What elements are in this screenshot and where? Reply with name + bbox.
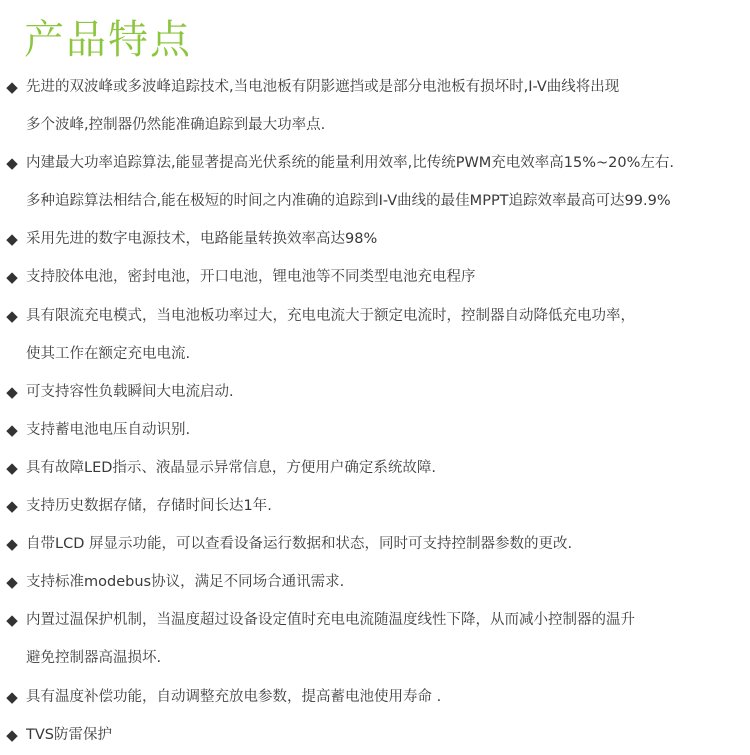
feature-item — [0, 68, 750, 106]
diamond-bullet-icon: ◆ — [6, 611, 18, 630]
feature-text: 避免控制器高温损坏. — [26, 650, 162, 667]
feature-item — [0, 601, 750, 639]
diamond-bullet-icon: ◆ — [6, 458, 18, 477]
feature-item — [0, 220, 750, 258]
page-title: 产品特点 — [24, 17, 192, 63]
feature-item-continuation — [0, 335, 750, 373]
diamond-bullet-icon: ◆ — [6, 687, 18, 706]
diamond-bullet-icon: ◆ — [6, 78, 18, 96]
feature-item — [0, 716, 750, 754]
feature-item-continuation — [0, 639, 750, 677]
diamond-bullet-icon: ◆ — [6, 725, 18, 744]
feature-text: 支持蓄电池电压自动识别. — [26, 421, 191, 438]
diamond-bullet-icon: ◆ — [6, 268, 18, 287]
feature-item — [0, 678, 750, 716]
feature-item-continuation — [0, 106, 750, 144]
feature-text: 采用先进的数字电源技术，电路能量转换效率高达98% — [26, 231, 378, 248]
feature-text: 自带LCD 屏显示功能，可以查看设备运行数据和状态，同时可支持控制器参数的更改. — [26, 536, 573, 553]
feature-text: 可支持容性负载瞬间大电流启动. — [26, 383, 234, 400]
feature-text: 多个波峰,控制器仍然能准确追踪到最大功率点. — [26, 117, 326, 134]
feature-text: 具有温度补偿功能，自动调整充放电参数，提高蓄电池使用寿命 . — [26, 688, 442, 705]
feature-list — [0, 68, 750, 754]
feature-text: 多种追踪算法相结合,能在极短的时间之内准确的追踪到I-V曲线的最佳MPPT追踪效率最高可达99.9% — [26, 193, 671, 210]
diamond-bullet-icon: ◆ — [6, 154, 18, 173]
feature-text: 使其工作在额定充电电流. — [26, 345, 191, 362]
feature-text: TVS防雷保护 — [26, 726, 112, 743]
feature-text: 支持胶体电池，密封电池，开口电池，锂电池等不同类型电池充电程序 — [26, 269, 476, 286]
feature-text: 先进的双波峰或多波峰追踪技术,当电池板有阴影遮挡或是部分电池板有损坏时,I-V曲线将出现 — [26, 79, 620, 95]
diamond-bullet-icon: ◆ — [6, 306, 18, 325]
feature-text: 内置过温保护机制，当温度超过设备设定值时充电电流随温度线性下降，从而减小控制器的温升 — [26, 612, 635, 629]
feature-item — [0, 563, 750, 601]
diamond-bullet-icon: ◆ — [6, 230, 18, 249]
feature-text: 支持标准modebus协议，满足不同场合通讯需求. — [26, 574, 345, 591]
diamond-bullet-icon: ◆ — [6, 573, 18, 592]
feature-text: 内建最大功率追踪算法,能显著提高光伏系统的能量利用效率,比传统PWM充电效率高15%~20%左右. — [26, 155, 675, 172]
feature-item — [0, 449, 750, 487]
feature-text: 具有限流充电模式，当电池板功率过大，充电电流大于额定电流时，控制器自动降低充电功率， — [26, 307, 635, 324]
feature-text: 支持历史数据存储，存储时间长达1年. — [26, 498, 272, 515]
diamond-bullet-icon: ◆ — [6, 535, 18, 554]
feature-item — [0, 297, 750, 335]
diamond-bullet-icon: ◆ — [6, 420, 18, 439]
feature-item — [0, 525, 750, 563]
feature-text: 具有故障LED指示、液晶显示异常信息，方便用户确定系统故障. — [26, 459, 437, 476]
feature-item — [0, 144, 750, 182]
feature-item — [0, 258, 750, 296]
feature-item — [0, 487, 750, 525]
feature-item-continuation — [0, 182, 750, 220]
feature-item — [0, 373, 750, 411]
feature-item — [0, 411, 750, 449]
diamond-bullet-icon: ◆ — [6, 382, 18, 401]
diamond-bullet-icon: ◆ — [6, 497, 18, 516]
